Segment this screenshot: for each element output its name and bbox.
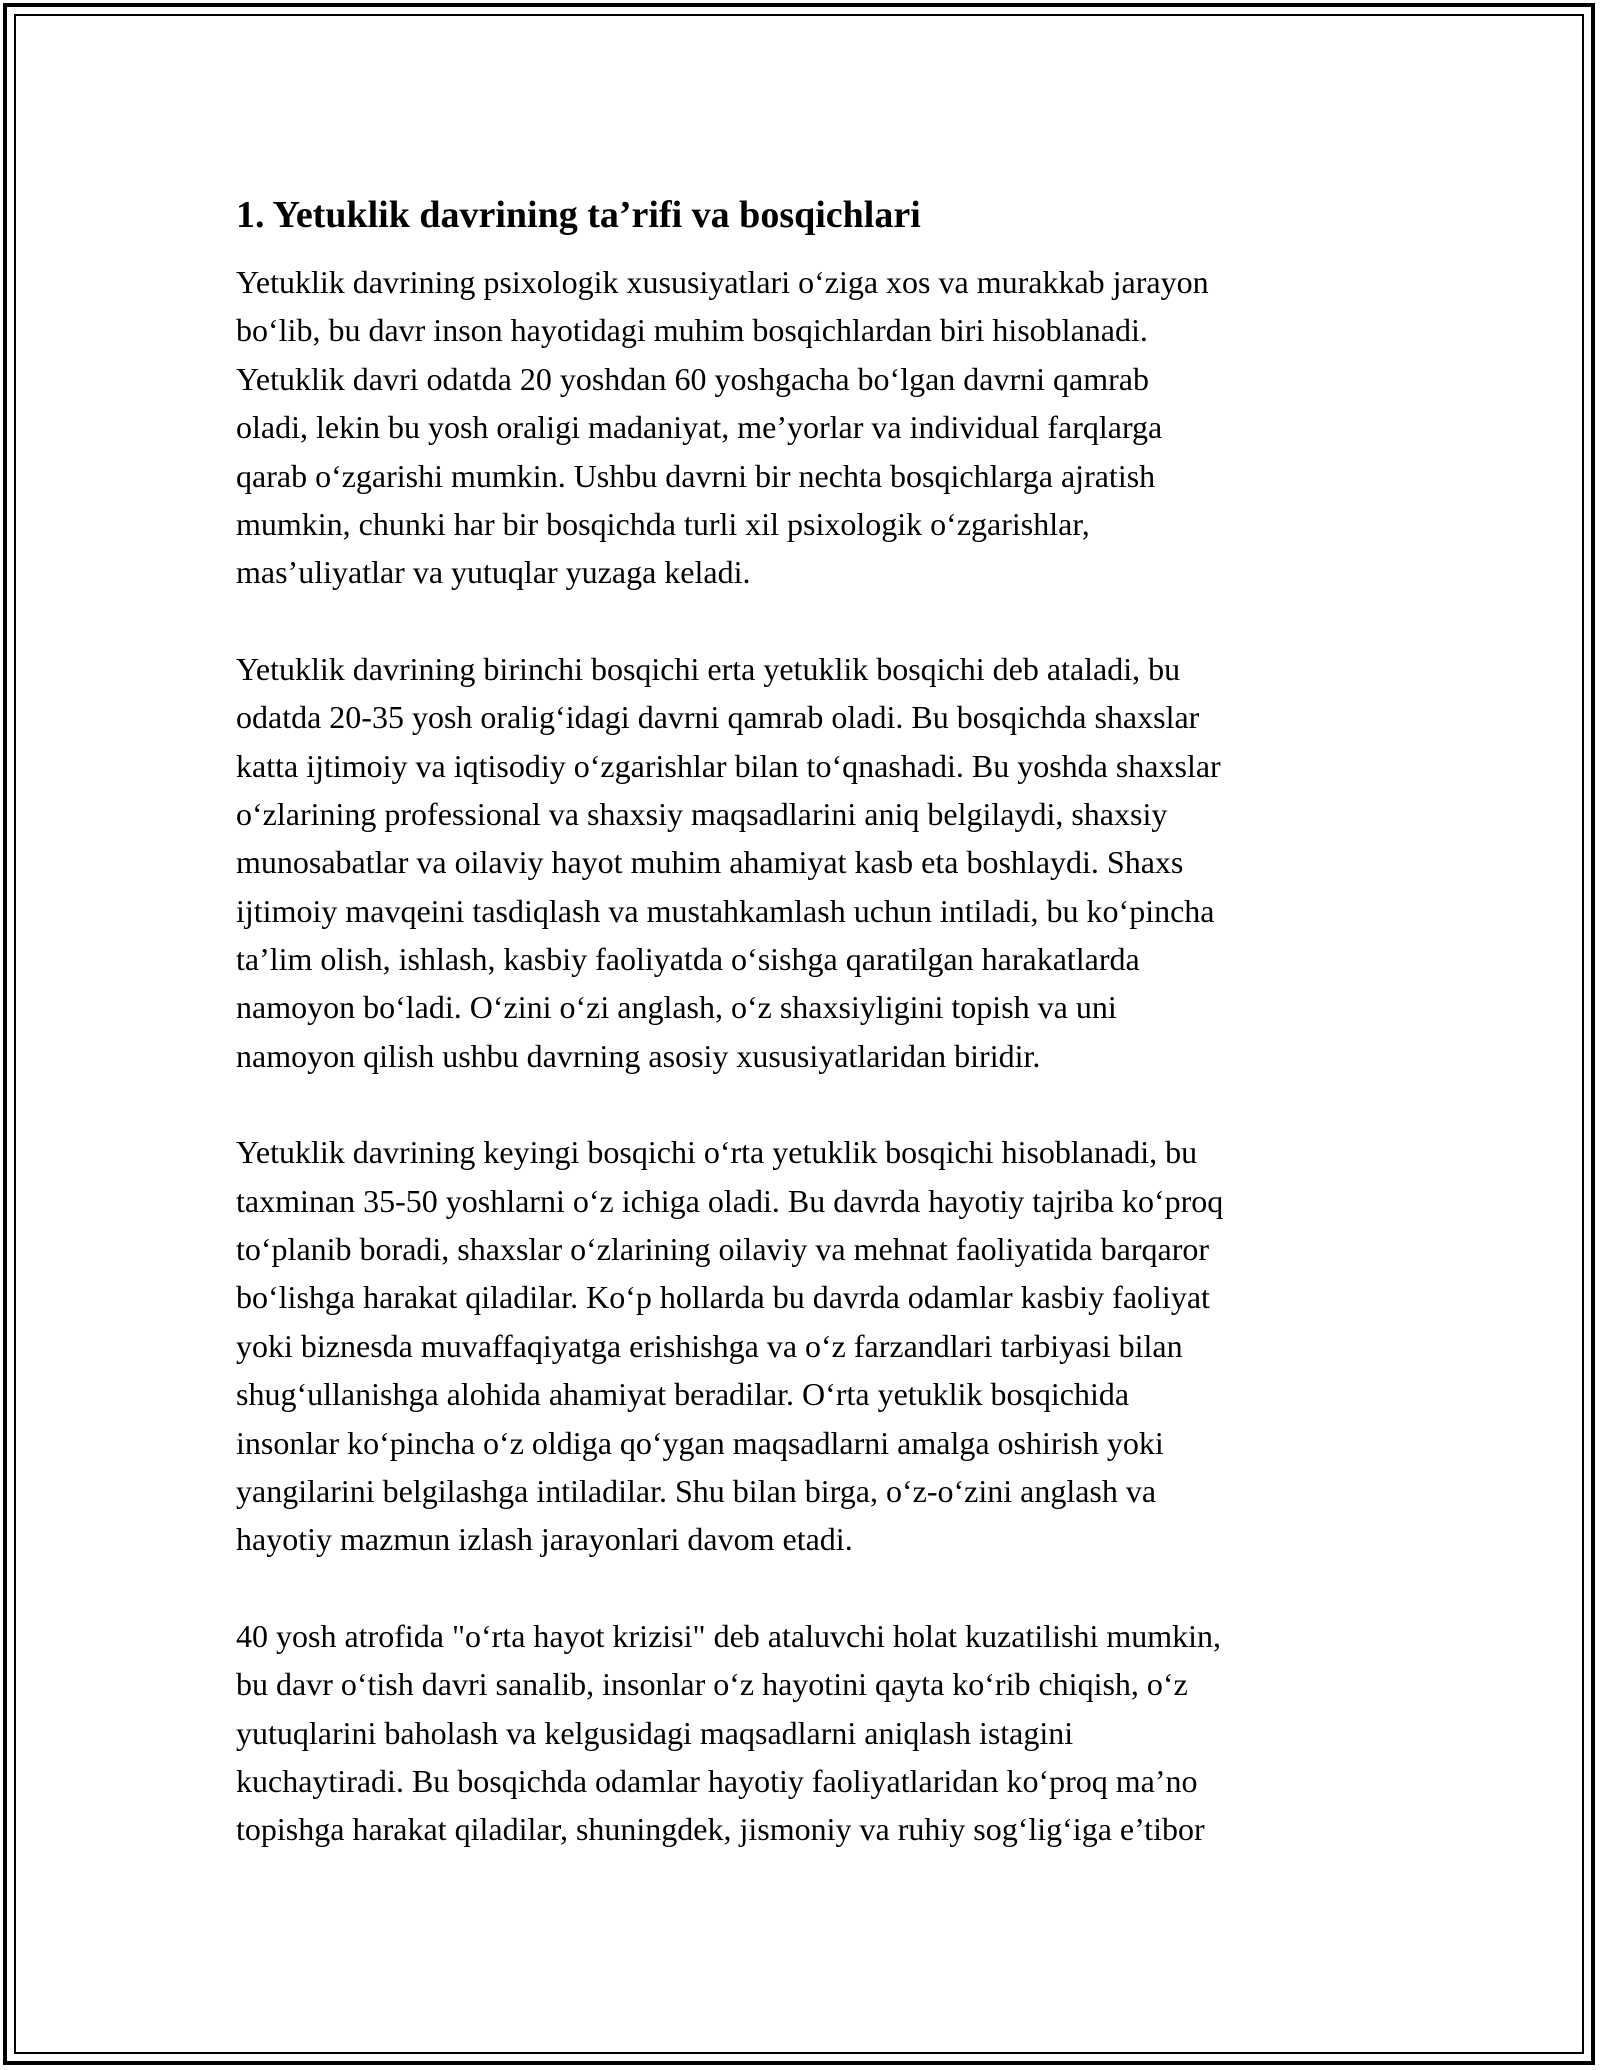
text-line: bo‘lib, bu davr inson hayotidagi muhim bosqichlardan biri hisoblanadi. [236, 312, 1148, 349]
text-line: Yetuklik davrining birinchi bosqichi erta yetuklik bosqichi deb ataladi, bu [236, 650, 1181, 687]
document-body [236, 190, 1376, 1902]
text-line: mumkin, chunki har bir bosqichda turli xil psixologik o‘zgarishlar, [236, 505, 1090, 542]
text-line: yangilarini belgilashga intiladilar. Shu bilan birga, o‘z-o‘zini anglash va [236, 1472, 1157, 1509]
text-line: 40 yosh atrofida "o‘rta hayot krizisi" deb ataluvchi holat kuzatilishi mumkin, [236, 1617, 1222, 1654]
text-line: topishga harakat qiladilar, shuningdek, jismoniy va ruhiy sog‘lig‘iga e’tibor [236, 1811, 1205, 1848]
text-line: mas’uliyatlar va yutuqlar yuzaga keladi. [236, 554, 751, 591]
text-line: katta ijtimoiy va iqtisodiy o‘zgarishlar bilan to‘qnashadi. Bu yoshda shaxslar [236, 747, 1221, 784]
text-line: Yetuklik davri odatda 20 yoshdan 60 yoshgacha bo‘lgan davrni qamrab [236, 360, 1149, 397]
text-line: qarab o‘zgarishi mumkin. Ushbu davrni bir nechta bosqichlarga ajratish [236, 457, 1156, 494]
section-heading: 1. Yetuklik davrining ta’rifi va bosqichlari [236, 194, 921, 236]
paragraph-4 [236, 1612, 1376, 1854]
paragraph-3 [236, 1128, 1376, 1564]
text-line: yutuqlarini baholash va kelgusidagi maqsadlarni aniqlash istagini [236, 1714, 1074, 1751]
text-line: bo‘lishga harakat qiladilar. Ko‘p hollarda bu davrda odamlar kasbiy faoliyat [236, 1279, 1210, 1316]
text-line: bu davr o‘tish davri sanalib, insonlar o‘z hayotini qayta ko‘rib chiqish, o‘z [236, 1666, 1188, 1703]
text-line: insonlar ko‘pincha o‘z oldiga qo‘ygan maqsadlarni amalga oshirish yoki [236, 1424, 1164, 1461]
text-line: odatda 20-35 yosh oralig‘idagi davrni qamrab oladi. Bu bosqichda shaxslar [236, 699, 1200, 736]
text-line: o‘zlarining professional va shaxsiy maqsadlarini aniq belgilaydi, shaxsiy [236, 795, 1168, 832]
text-line: oladi, lekin bu yosh oraligi madaniyat, me’yorlar va individual farqlarga [236, 409, 1163, 446]
paragraph-2 [236, 645, 1376, 1081]
text-line: ta’lim olish, ishlash, kasbiy faoliyatda o‘sishga qaratilgan harakatlarda [236, 941, 1140, 978]
text-line: namoyon bo‘ladi. O‘zini o‘zi anglash, o‘z shaxsiyligini topish va uni [236, 989, 1117, 1026]
text-line: yoki biznesda muvaffaqiyatga erishishga va o‘z farzandlari tarbiyasi bilan [236, 1327, 1183, 1364]
text-line: ijtimoiy mavqeini tasdiqlash va mustahkamlash uchun intiladi, bu ko‘pincha [236, 892, 1215, 929]
text-line: Yetuklik davrining keyingi bosqichi o‘rta yetuklik bosqichi hisoblanadi, bu [236, 1134, 1198, 1171]
text-line: hayotiy mazmun izlash jarayonlari davom etadi. [236, 1521, 853, 1558]
text-line: to‘planib boradi, shaxslar o‘zlarining oilaviy va mehnat faoliyatida barqaror [236, 1231, 1209, 1268]
text-line: munosabatlar va oilaviy hayot muhim ahamiyat kasb eta boshlaydi. Shaxs [236, 844, 1184, 881]
text-line: shug‘ullanishga alohida ahamiyat beradilar. O‘rta yetuklik bosqichida [236, 1376, 1130, 1413]
text-line: kuchaytiradi. Bu bosqichda odamlar hayotiy faoliyatlaridan ko‘proq ma’no [236, 1762, 1198, 1799]
paragraph-1 [236, 258, 1376, 597]
text-line: Yetuklik davrining psixologik xususiyatlari o‘ziga xos va murakkab jarayon [236, 264, 1209, 300]
text-line: taxminan 35-50 yoshlarni o‘z ichiga oladi. Bu davrda hayotiy tajriba ko‘proq [236, 1182, 1224, 1219]
text-line: namoyon qilish ushbu davrning asosiy xususiyatlaridan biridir. [236, 1037, 1041, 1074]
